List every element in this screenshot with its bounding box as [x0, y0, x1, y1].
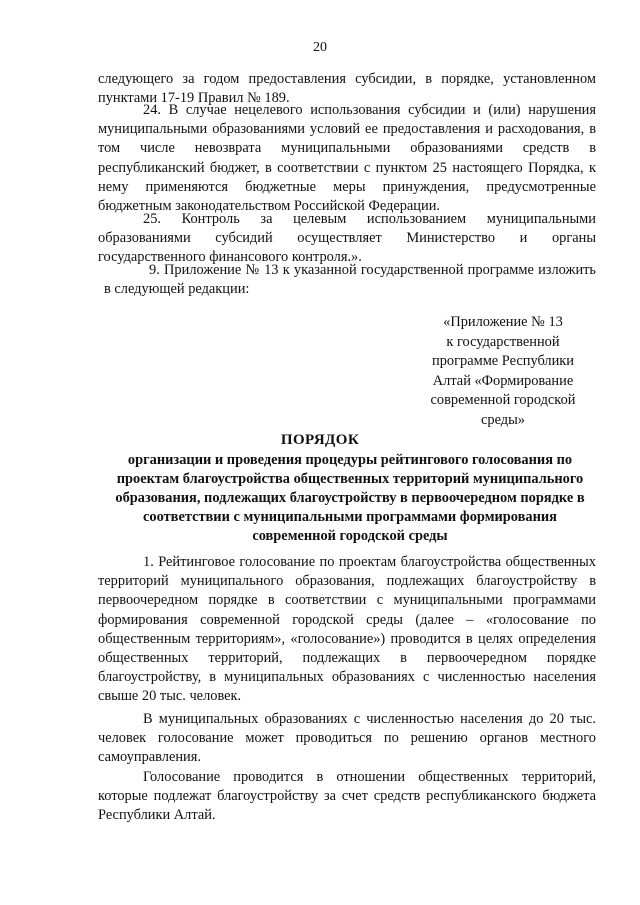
paragraph-9: 9. Приложение № 13 к указанной государственной программе изложить в следующей редакции:	[104, 262, 596, 298]
annex-line-5: современной городской	[430, 392, 576, 409]
annex-line-2: к государственной	[446, 333, 560, 350]
order-subtitle: организации и проведения процедуры рейтингового голосования по проектам благоустройства общественных территорий муниципального образования, подлежащих благоустройству в первоочередном порядке в соответствии с муниципальными программами формирования современной городской среды	[115, 452, 585, 544]
annex-line-4: Алтай «Формирование	[432, 372, 574, 389]
paragraph-25: 25. Контроль за целевым использованием муниципальными образованиями субсидий осуществляет Министерство и органы государственного финансового контроля.».	[98, 211, 596, 266]
annex-line-6: среды»	[481, 411, 525, 428]
voting-paragraph-3: Голосование проводится в отношении общественных территорий, которые подлежат благоустройству за счет средств республиканского бюджета Республики Алтай.	[98, 769, 596, 824]
voting-paragraph-2: В муниципальных образованиях с численностью населения до 20 тыс. человек голосование может проводиться по решению органов местного самоуправления.	[98, 711, 596, 766]
voting-paragraph-1: 1. Рейтинговое голосование по проектам благоустройства общественных территорий муниципального образования, подлежащих благоустройству в первоочередном порядке в соответствии с муниципальными программами формирования современной городской среды (далее – «голосование по общественным территориям», «голосование») проводится в целях определения общественных территорий, подлежащих в первоочередном порядке благоустройству, в муниципальных образованиях с численностью населения свыше 20 тыс. человек.	[98, 554, 596, 705]
annex-line-3: программе Республики	[432, 353, 574, 370]
annex-line-1: «Приложение № 13	[443, 314, 563, 330]
annex-reference	[416, 313, 590, 431]
paragraph-24: 24. В случае нецелевого использования субсидии и (или) нарушения муниципальными образованиями условий ее предоставления и расходования, в том числе невозврата муниципальными образованиями средств в республиканский бюджет, в соответствии с пунктом 25 настоящего Порядка, к нему применяются бюджетные меры принуждения, предусмотренные бюджетным законодательством Российской Федерации.	[98, 102, 596, 215]
paragraph-intro: следующего за годом предоставления субсидии, в порядке, установленном пунктами 17-19 Правил № 189.	[98, 71, 596, 107]
order-title: ПОРЯДОК	[280, 432, 360, 448]
page-number: 20	[313, 40, 327, 55]
